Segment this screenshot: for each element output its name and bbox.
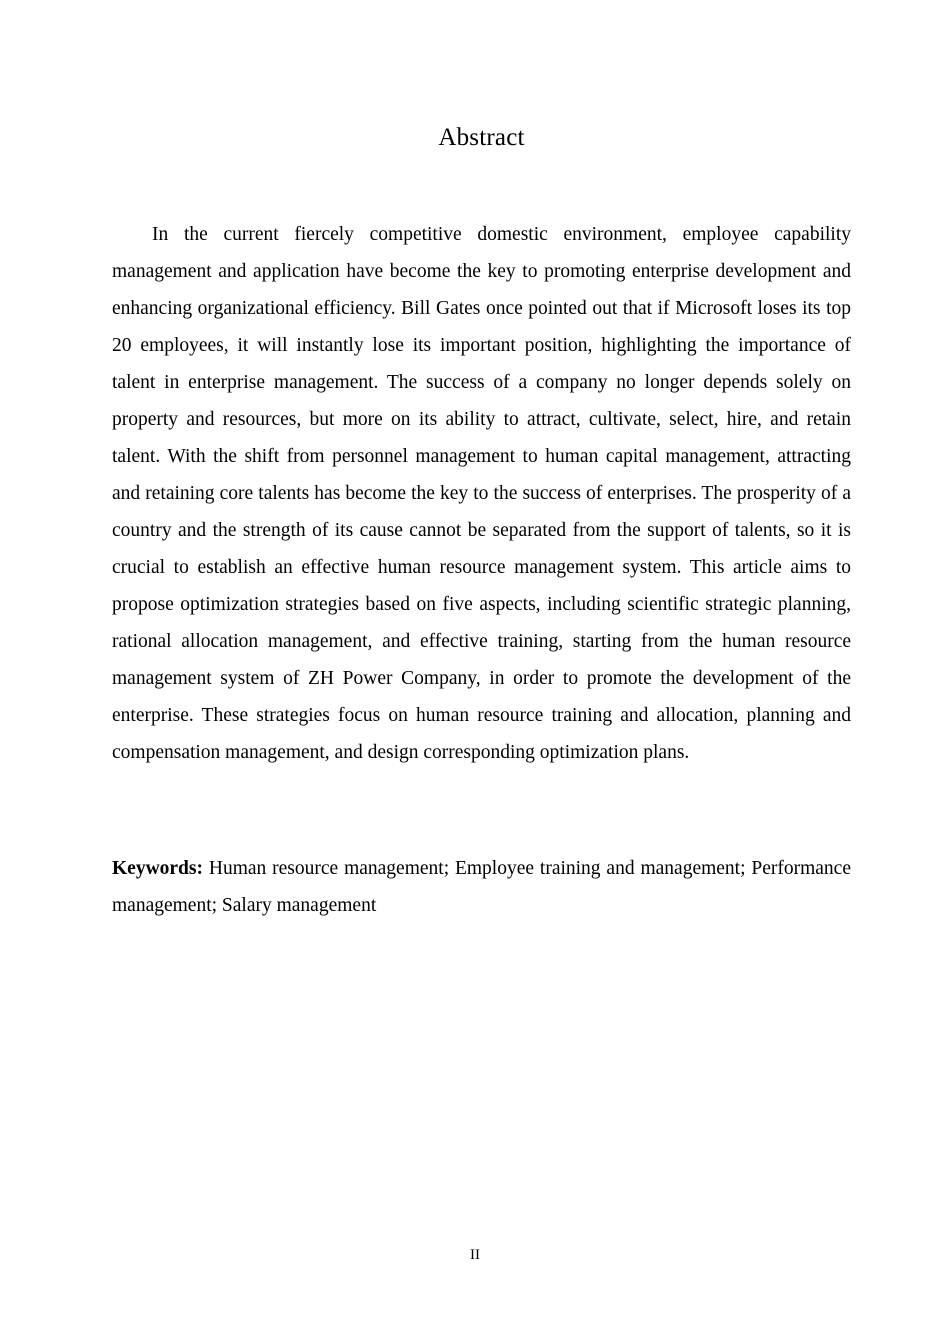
- page-number: II: [470, 1247, 480, 1263]
- page-content: [112, 0, 851, 924]
- abstract-paragraph: In the current fiercely competitive domestic environment, employee capability management and application have become the key to promoting enterprise development and enhancing organizational efficiency. Bill Gates once pointed out that if Microsoft loses its top 20 employees, it will instantly lose its important position, highlighting the importance of talent in enterprise management. The success of a company no longer depends solely on property and resources, but more on its ability to attract, cultivate, select, hire, and retain talent. With the shift from personnel management to human capital management, attracting and retaining core talents has become the key to the success of enterprises. The prosperity of a country and the strength of its cause cannot be separated from the support of talents, so it is crucial to establish an effective human resource management system. This article aims to propose optimization strategies based on five aspects, including scientific strategic planning, rational allocation management, and effective training, starting from the human resource management system of ZH Power Company, in order to promote the development of the enterprise. These strategies focus on human resource training and allocation, planning and compensation management, and design corresponding optimization plans.: [112, 224, 851, 763]
- keywords-line: [112, 771, 851, 924]
- keywords-value: Human resource management; Employee training and management; Performance management; Salary management: [112, 858, 851, 916]
- page-title: Abstract: [438, 124, 525, 151]
- keywords-label: Keywords:: [112, 858, 203, 879]
